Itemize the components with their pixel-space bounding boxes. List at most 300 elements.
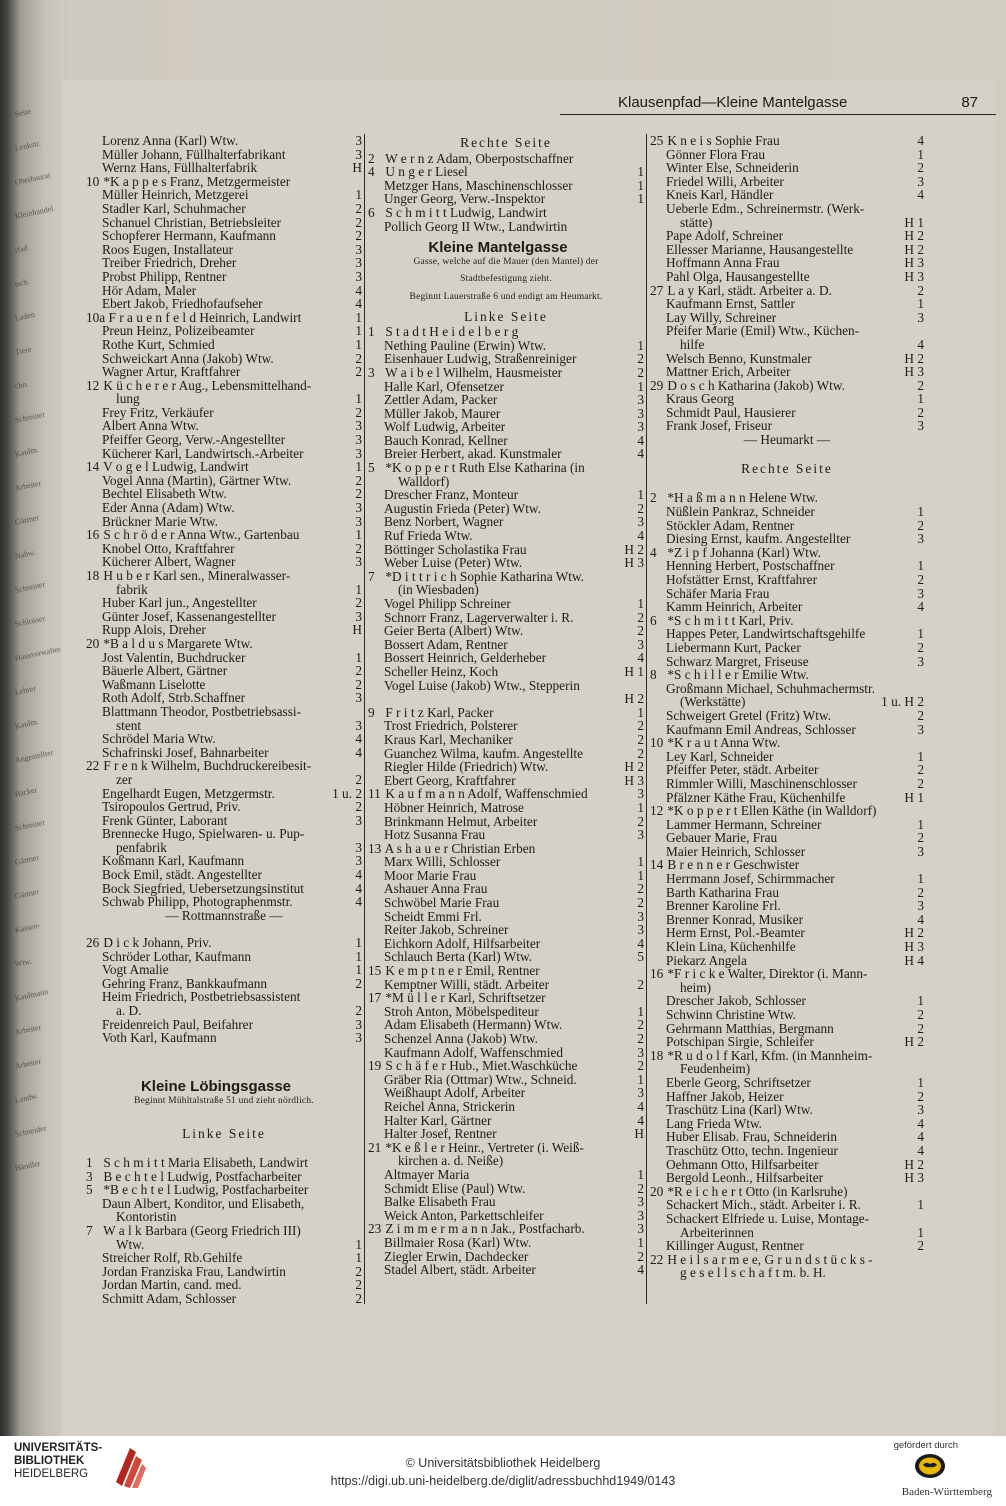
directory-entry bbox=[368, 1263, 644, 1277]
house-number: 13 bbox=[368, 840, 382, 856]
floor-number: 1 bbox=[917, 504, 924, 520]
entry-text: Ley Karl, Schneider bbox=[666, 748, 774, 764]
entry-text: Heim Friedrich, Postbetriebsassistent bbox=[102, 989, 301, 1005]
directory-entry bbox=[650, 831, 924, 845]
directory-entry bbox=[650, 845, 924, 859]
floor-number: 3 bbox=[355, 241, 362, 257]
directory-entry bbox=[86, 1018, 362, 1032]
floor-number: 1 bbox=[355, 1236, 362, 1252]
entry-text: Liebermann Kurt, Packer bbox=[666, 639, 801, 655]
directory-entry bbox=[368, 787, 644, 801]
entry-text: F r a u e n f e l d Heinrich, Landwirt bbox=[108, 309, 302, 325]
directory-entry bbox=[368, 1168, 644, 1182]
floor-number: 3 bbox=[355, 853, 362, 869]
entry-text: fabrik bbox=[116, 581, 148, 597]
house-number: 3 bbox=[368, 364, 375, 380]
spacer bbox=[650, 447, 924, 461]
floor-number: 2 bbox=[917, 517, 924, 533]
directory-entry bbox=[650, 1185, 924, 1199]
floor-number: 2 bbox=[637, 364, 644, 380]
entry-text: Roth Adolf, Strb.Schaffner bbox=[102, 690, 246, 706]
entry-text: Huber Karl jun., Angestellter bbox=[102, 595, 257, 611]
entry-text: Rupp Alois, Dreher bbox=[102, 622, 206, 638]
spacer bbox=[86, 1058, 362, 1072]
entry-text: Piekarz Angela bbox=[666, 952, 747, 968]
entry-text: Schwöbel Marie Frau bbox=[384, 895, 500, 911]
floor-number: 2 bbox=[637, 881, 644, 897]
entry-text: Stadtbefestigung zieht. bbox=[460, 274, 552, 285]
spacer bbox=[86, 1111, 362, 1125]
directory-entry bbox=[86, 1170, 362, 1184]
floor-number: 3 bbox=[637, 908, 644, 924]
entry-text: Riegler Hilde (Friedrich) Wtw. bbox=[384, 759, 549, 775]
floor-number: 4 bbox=[917, 1115, 924, 1131]
directory-entry bbox=[650, 587, 924, 601]
side-heading bbox=[368, 134, 644, 152]
entry-text: Schnorr Franz, Lagerverwalter i. R. bbox=[384, 609, 574, 625]
floor-number: 2 bbox=[355, 799, 362, 815]
floor-number: 2 bbox=[637, 745, 644, 761]
floor-number: H 2 bbox=[904, 241, 924, 257]
floor-number: 1 bbox=[355, 581, 362, 597]
floor-number: 3 bbox=[355, 717, 362, 733]
directory-entry bbox=[368, 692, 644, 706]
street-heading bbox=[368, 233, 644, 255]
floor-number: 4 bbox=[917, 1129, 924, 1145]
entry-text: — Heumarkt — bbox=[743, 432, 831, 448]
floor-number: 2 bbox=[637, 1031, 644, 1046]
entry-text: H u b e r Karl sen., Mineralwasser- bbox=[103, 568, 291, 583]
directory-entry bbox=[650, 994, 924, 1008]
spacer bbox=[86, 1045, 362, 1059]
street-description bbox=[368, 255, 644, 273]
directory-entry bbox=[650, 1049, 924, 1063]
entry-text: Pfeiffer Peter, städt. Arbeiter bbox=[666, 762, 819, 778]
directory-entry bbox=[86, 800, 362, 814]
directory-entry bbox=[86, 528, 362, 542]
directory-entry bbox=[86, 990, 362, 1004]
floor-number: 2 bbox=[355, 228, 362, 244]
entry-text: S t a d t H e i d e l b e r g bbox=[385, 324, 519, 340]
directory-entry bbox=[650, 311, 924, 325]
directory-entry bbox=[650, 352, 924, 366]
entry-text: a. D. bbox=[116, 1003, 142, 1018]
floor-number: 1 bbox=[917, 816, 924, 832]
house-number: 10a bbox=[86, 309, 106, 325]
entry-text: Eder Anna (Adam) Wtw. bbox=[102, 500, 235, 516]
directory-entry bbox=[650, 858, 924, 872]
floor-number: H 2 bbox=[904, 350, 924, 366]
entry-text: W e r n z Adam, Oberpostschaffner bbox=[385, 150, 574, 166]
entry-text: Pape Adolf, Schreiner bbox=[666, 228, 784, 244]
entry-text: Mattner Erich, Arbeiter bbox=[666, 364, 791, 380]
entry-text: Linke Seite bbox=[182, 1125, 266, 1141]
floor-number: H bbox=[352, 160, 362, 176]
directory-entry bbox=[650, 1103, 924, 1117]
funder-name: Baden-Württemberg bbox=[901, 1486, 992, 1498]
entry-text: Kücherer Albert, Wagner bbox=[102, 554, 236, 570]
entry-text: Stadler Karl, Schuhmacher bbox=[102, 200, 246, 216]
previous-page-fragment: Schneider bbox=[14, 1123, 48, 1139]
floor-number: 1 bbox=[355, 948, 362, 964]
entry-text: Schackert Mich., städt. Arbeiter i. R. bbox=[666, 1197, 861, 1213]
floor-number: 2 bbox=[917, 1088, 924, 1104]
directory-entry bbox=[368, 570, 644, 584]
directory-entry bbox=[368, 1059, 644, 1073]
floor-number: 3 bbox=[355, 513, 362, 529]
floor-number: 2 bbox=[917, 160, 924, 176]
house-number: 22 bbox=[650, 1251, 664, 1267]
directory-entry bbox=[650, 148, 924, 162]
directory-entry bbox=[86, 202, 362, 216]
floor-number: H 2 bbox=[904, 1156, 924, 1172]
entry-text: Barth Katharina Frau bbox=[666, 884, 779, 900]
floor-number: 2 bbox=[355, 214, 362, 230]
directory-entry bbox=[368, 1086, 644, 1100]
previous-page-fragment: Tiere bbox=[14, 344, 33, 357]
directory-entry bbox=[368, 515, 644, 529]
floor-number: 3 bbox=[637, 514, 644, 530]
floor-number: 3 bbox=[355, 418, 362, 434]
directory-entry bbox=[86, 1238, 362, 1252]
directory-entry bbox=[86, 1197, 362, 1211]
floor-number: 4 bbox=[637, 432, 644, 448]
directory-entry bbox=[650, 1226, 924, 1240]
directory-entry bbox=[650, 627, 924, 641]
directory-entry bbox=[650, 1117, 924, 1131]
viewer-footer bbox=[0, 1436, 1006, 1506]
directory-entry bbox=[650, 668, 924, 682]
directory-entry bbox=[650, 1266, 924, 1280]
entry-text: *K r a u t Anna Wtw. bbox=[667, 735, 781, 751]
directory-entry bbox=[650, 967, 924, 981]
entry-text: Traschütz Lina (Karl) Wtw. bbox=[666, 1102, 813, 1118]
floor-number: 2 bbox=[355, 472, 362, 488]
directory-entry bbox=[368, 393, 644, 407]
directory-entry bbox=[86, 188, 362, 202]
floor-number: 2 bbox=[355, 663, 362, 679]
directory-entry bbox=[650, 926, 924, 940]
directory-entry bbox=[86, 895, 362, 909]
entry-text: Linke Seite bbox=[464, 308, 548, 324]
floor-number: 3 bbox=[917, 173, 924, 189]
entry-text: *S c h m i t t Karl, Priv. bbox=[667, 612, 794, 628]
entry-text: S c h m i t t Ludwig, Landwirt bbox=[385, 204, 547, 220]
floor-number: 3 bbox=[917, 531, 924, 547]
street-description bbox=[86, 1094, 362, 1112]
floor-number: 2 bbox=[917, 1007, 924, 1022]
entry-text: S c h ä f e r Hub., Miet.Waschküche bbox=[385, 1058, 578, 1074]
entry-text: Diesing Ernst, kaufm. Angestellter bbox=[666, 531, 851, 547]
directory-entry bbox=[368, 1127, 644, 1141]
entry-text: Müller Jakob, Maurer bbox=[384, 405, 501, 421]
floor-number: 2 bbox=[917, 830, 924, 846]
floor-number: 2 bbox=[355, 200, 362, 216]
floor-number: 3 bbox=[637, 1194, 644, 1210]
entry-text: Schweickart Anna (Jakob) Wtw. bbox=[102, 350, 274, 366]
previous-page-fragment: Landw. bbox=[14, 1091, 40, 1105]
directory-entry bbox=[368, 352, 644, 366]
floor-number: 2 bbox=[355, 1290, 362, 1306]
directory-entry bbox=[86, 460, 362, 474]
directory-entry bbox=[368, 733, 644, 747]
directory-entry bbox=[86, 841, 362, 855]
floor-number: 3 bbox=[355, 554, 362, 570]
entry-text: Breier Herbert, akad. Kunstmaler bbox=[384, 446, 562, 462]
entry-text: Schmitt Adam, Schlosser bbox=[102, 1290, 237, 1306]
directory-entry bbox=[368, 1100, 644, 1114]
directory-entry bbox=[86, 338, 362, 352]
directory-entry bbox=[650, 1022, 924, 1036]
previous-page-fragment: tsch. bbox=[14, 276, 31, 289]
entry-text: Albert Anna Wtw. bbox=[102, 418, 199, 434]
floor-number: 1 bbox=[637, 337, 644, 353]
floor-number: 3 bbox=[355, 146, 362, 162]
floor-number: H 4 bbox=[904, 952, 924, 968]
directory-entry bbox=[86, 1156, 362, 1170]
directory-entry bbox=[368, 624, 644, 638]
entry-text: Herm Ernst, Pol.-Beamter bbox=[666, 925, 805, 941]
entry-text: Oehmann Otto, Hilfsarbeiter bbox=[666, 1156, 819, 1172]
floor-number: 4 bbox=[637, 1112, 644, 1128]
entry-text: Müller Johann, Füllhalterfabrikant bbox=[102, 146, 286, 162]
house-number: 7 bbox=[368, 568, 375, 584]
entry-text: Happes Peter, Landwirtschaftsgehilfe bbox=[666, 626, 866, 642]
directory-entry bbox=[86, 664, 362, 678]
floor-number: 3 bbox=[637, 786, 644, 802]
entry-text: Wolf Ludwig, Arbeiter bbox=[384, 419, 506, 435]
previous-page-fragment: Seite bbox=[14, 106, 32, 119]
house-number: 14 bbox=[650, 857, 664, 873]
directory-entry bbox=[368, 611, 644, 625]
directory-entry bbox=[650, 1171, 924, 1185]
directory-entry bbox=[86, 515, 362, 529]
entry-text: Henning Herbert, Postschaffner bbox=[666, 558, 835, 574]
floor-number: H 3 bbox=[624, 555, 644, 571]
directory-entry bbox=[86, 705, 362, 719]
entry-text: Vogt Amalie bbox=[102, 962, 169, 978]
floor-number: 4 bbox=[917, 187, 924, 203]
street-description bbox=[368, 272, 644, 290]
directory-entry bbox=[368, 1250, 644, 1264]
directory-entry bbox=[368, 556, 644, 570]
funded-by-text: gefördert durch bbox=[893, 1440, 958, 1451]
floor-number: 4 bbox=[637, 650, 644, 666]
entry-text: Ruf Frieda Wtw. bbox=[384, 528, 473, 544]
header-title: Klausenpfad—Kleine Mantelgasse bbox=[618, 94, 848, 111]
directory-entry bbox=[368, 165, 644, 179]
entry-text: Pollich Georg II Wtw., Landwirtin bbox=[384, 218, 568, 234]
floor-number: 3 bbox=[355, 608, 362, 624]
floor-number: 4 bbox=[355, 880, 362, 896]
directory-entry bbox=[86, 311, 362, 325]
entry-text: Hotz Susanna Frau bbox=[384, 827, 486, 843]
directory-entry bbox=[86, 501, 362, 515]
floor-number: 2 bbox=[355, 1263, 362, 1279]
directory-entry bbox=[650, 379, 924, 393]
directory-entry bbox=[86, 773, 362, 787]
entry-text: Traschütz Otto, techn. Ingenieur bbox=[666, 1142, 838, 1158]
floor-number: 4 bbox=[637, 528, 644, 544]
directory-entry bbox=[650, 188, 924, 202]
directory-entry bbox=[650, 202, 924, 216]
directory-entry bbox=[368, 597, 644, 611]
entry-text: Probst Philipp, Rentner bbox=[102, 268, 227, 284]
entry-text: Schäfer Maria Frau bbox=[666, 585, 770, 601]
directory-entry bbox=[650, 284, 924, 298]
entry-text: Bäuerle Albert, Gärtner bbox=[102, 663, 228, 679]
floor-number: 1 bbox=[355, 459, 362, 475]
house-number: 8 bbox=[650, 667, 657, 683]
entry-text: Ziegler Erwin, Dachdecker bbox=[384, 1248, 529, 1264]
floor-number: 3 bbox=[637, 1085, 644, 1101]
house-number: 18 bbox=[650, 1047, 664, 1063]
directory-entry bbox=[368, 1209, 644, 1223]
floor-number: H 2 bbox=[904, 925, 924, 941]
floor-number: 2 bbox=[917, 1020, 924, 1036]
floor-number: 4 bbox=[355, 894, 362, 910]
house-number: 4 bbox=[650, 544, 657, 560]
previous-page-fragment: Schreiner bbox=[14, 579, 46, 595]
entry-text: Brenner Konrad, Musiker bbox=[666, 911, 803, 927]
floor-number: 3 bbox=[637, 405, 644, 421]
directory-entry bbox=[86, 746, 362, 760]
floor-number: 2 bbox=[355, 364, 362, 380]
floor-number: 3 bbox=[637, 827, 644, 843]
entry-text: Pfeiffer Georg, Verw.-Angestellter bbox=[102, 432, 286, 448]
directory-entry bbox=[86, 256, 362, 270]
directory-entry bbox=[650, 546, 924, 560]
floor-number: 3 bbox=[637, 1207, 644, 1223]
house-number: 25 bbox=[650, 133, 664, 148]
directory-entry bbox=[368, 1073, 644, 1087]
entry-text: Beginnt Lauerstraße 6 und endigt am Heumarkt. bbox=[409, 291, 603, 302]
directory-entry bbox=[650, 297, 924, 311]
entry-text: Engelhardt Eugen, Metzgermstr. bbox=[102, 785, 275, 801]
entry-text: Halter Josef, Rentner bbox=[384, 1126, 497, 1142]
floor-number: 4 bbox=[637, 446, 644, 462]
column-1 bbox=[86, 134, 362, 1305]
page-url-link[interactable]: https://digi.ub.uni-heidelberg.de/diglit/adressbuchhd1949/0143 bbox=[330, 1474, 676, 1488]
logo-line-3: HEIDELBERG bbox=[14, 1468, 89, 1480]
directory-entry bbox=[650, 1239, 924, 1253]
floor-number: 1 bbox=[917, 296, 924, 312]
directory-entry bbox=[86, 882, 362, 896]
floor-number: 2 bbox=[917, 1238, 924, 1254]
house-number: 23 bbox=[368, 1221, 382, 1237]
entry-text: Maier Heinrich, Schlosser bbox=[666, 843, 806, 859]
directory-entry bbox=[86, 324, 362, 338]
previous-page-fragment: Schlosser bbox=[14, 613, 46, 629]
directory-entry bbox=[650, 1035, 924, 1049]
floor-number: 1 bbox=[355, 309, 362, 325]
cross-street-marker bbox=[650, 433, 924, 447]
floor-number: H 2 bbox=[624, 541, 644, 557]
entry-text: Pfälzner Käthe Frau, Küchenhilfe bbox=[666, 789, 846, 805]
directory-entry bbox=[86, 977, 362, 991]
entry-text: Feudenheim) bbox=[680, 1061, 751, 1077]
entry-text: hilfe bbox=[680, 336, 705, 352]
directory-entry bbox=[86, 474, 362, 488]
floor-number: 2 bbox=[637, 609, 644, 625]
directory-entry bbox=[650, 1144, 924, 1158]
floor-number: 1 bbox=[637, 1234, 644, 1250]
previous-page-fragment: Arbeiter bbox=[14, 1022, 42, 1037]
entry-text: stent bbox=[116, 717, 142, 733]
entry-text: Weißhaupt Adolf, Arbeiter bbox=[384, 1085, 526, 1101]
entry-text: Hofstätter Ernst, Kraftfahrer bbox=[666, 572, 817, 587]
directory-entry bbox=[86, 691, 362, 705]
directory-entry bbox=[368, 665, 644, 679]
previous-page-fragment: Kleinhandel bbox=[14, 203, 55, 221]
directory-entry bbox=[368, 923, 644, 937]
side-heading bbox=[86, 1125, 362, 1143]
house-number: 7 bbox=[86, 1222, 93, 1238]
logo-line-1: UNIVERSITÄTS- bbox=[14, 1442, 103, 1454]
entry-text: Pahl Olga, Hausangestellte bbox=[666, 268, 810, 284]
house-number: 6 bbox=[368, 204, 375, 220]
house-number: 5 bbox=[368, 460, 375, 476]
entry-text: Schenzel Anna (Jakob) Wtw. bbox=[384, 1031, 538, 1046]
directory-entry bbox=[650, 175, 924, 189]
entry-text: Brennecke Hugo, Spielwaren- u. Pup- bbox=[102, 826, 305, 842]
floor-number: H 3 bbox=[904, 939, 924, 955]
directory-entry bbox=[650, 913, 924, 927]
directory-entry bbox=[368, 651, 644, 665]
directory-entry bbox=[368, 366, 644, 380]
entry-text: Vogel Philipp Schreiner bbox=[384, 596, 511, 611]
floor-number: 2 bbox=[637, 1017, 644, 1033]
entry-text: Bechtel Elisabeth Wtw. bbox=[102, 486, 227, 502]
previous-page-fragment: Hausverwalter bbox=[14, 644, 62, 663]
entry-text: Schwab Philipp, Photographenmstr. bbox=[102, 894, 293, 910]
entry-text: Brenner Karoline Frl. bbox=[666, 898, 781, 914]
column-rule-1 bbox=[364, 134, 365, 1304]
directory-entry bbox=[368, 964, 644, 978]
entry-text: S c h m i t t Maria Elisabeth, Landwirt bbox=[103, 1154, 308, 1170]
floor-number: 4 bbox=[917, 336, 924, 352]
entry-text: Brückner Marie Wtw. bbox=[102, 513, 218, 529]
directory-entry bbox=[86, 1292, 362, 1306]
floor-number: 3 bbox=[917, 721, 924, 737]
floor-number: 1 bbox=[637, 596, 644, 611]
previous-page-fragment: Schreiner bbox=[14, 409, 46, 425]
entry-text: Kaufmann Adolf, Waffenschmied bbox=[384, 1044, 564, 1060]
floor-number: H 3 bbox=[904, 1170, 924, 1186]
directory-entry bbox=[86, 243, 362, 257]
entry-text: Herrmann Josef, Schirmmacher bbox=[666, 871, 835, 887]
entry-text: Weick Anton, Parkettschleifer bbox=[384, 1207, 544, 1223]
directory-entry bbox=[86, 392, 362, 406]
entry-text: Jordan Martin, cand. med. bbox=[102, 1277, 242, 1293]
entry-text: Wagner Artur, Kraftfahrer bbox=[102, 364, 241, 380]
entry-text: Brinkmann Helmut, Arbeiter bbox=[384, 813, 538, 829]
directory-entry bbox=[650, 324, 924, 338]
floor-number: H bbox=[634, 1126, 644, 1142]
floor-number: 1 bbox=[917, 993, 924, 1009]
directory-entry bbox=[368, 206, 644, 220]
entry-text: Kamm Heinrich, Arbeiter bbox=[666, 599, 803, 615]
floor-number: H 2 bbox=[904, 1034, 924, 1050]
entry-text: *Z i p f Johanna (Karl) Wtw. bbox=[667, 544, 821, 560]
floor-number: 1 u. 2 bbox=[332, 785, 362, 801]
entry-text: Winter Else, Schneiderin bbox=[666, 160, 799, 176]
directory-entry bbox=[650, 1198, 924, 1212]
left-page-edge bbox=[0, 0, 64, 1436]
floor-number: 2 bbox=[355, 771, 362, 787]
directory-entry bbox=[368, 152, 644, 166]
directory-entry bbox=[650, 229, 924, 243]
